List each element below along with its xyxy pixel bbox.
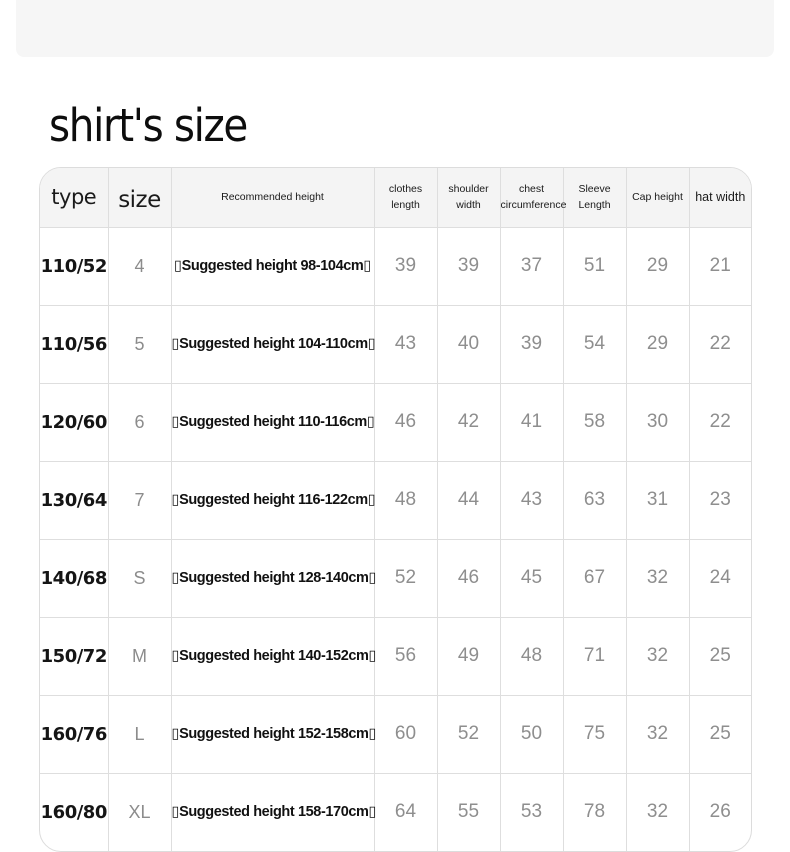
cell-size: 6 xyxy=(108,383,171,461)
cell-sleeve-length: 78 xyxy=(563,773,626,851)
cell-type: 160/76 xyxy=(40,695,108,773)
cell-sleeve-length: 67 xyxy=(563,539,626,617)
cell-cap-height: 31 xyxy=(626,461,689,539)
table-row xyxy=(40,539,751,617)
cell-chest-circumference: 50 xyxy=(500,695,563,773)
cell-cap-height: 30 xyxy=(626,383,689,461)
table-row xyxy=(40,695,751,773)
cell-hat-width: 26 xyxy=(689,773,751,851)
table-row xyxy=(40,305,751,383)
table-row xyxy=(40,383,751,461)
cell-recommended-height: ▯Suggested height 98-104cm▯ xyxy=(171,227,374,305)
cell-shoulder-width: 39 xyxy=(437,227,500,305)
cell-sleeve-length: 75 xyxy=(563,695,626,773)
cell-chest-circumference: 37 xyxy=(500,227,563,305)
cell-shoulder-width: 40 xyxy=(437,305,500,383)
header-sleeve-length xyxy=(563,168,626,227)
table-row xyxy=(40,461,751,539)
cell-shoulder-width: 42 xyxy=(437,383,500,461)
cell-hat-width: 22 xyxy=(689,383,751,461)
cell-shoulder-width: 46 xyxy=(437,539,500,617)
cell-size: M xyxy=(108,617,171,695)
header-size: size xyxy=(108,168,171,227)
cell-recommended-height: ▯Suggested height 158-170cm▯ xyxy=(171,773,374,851)
cell-chest-circumference: 48 xyxy=(500,617,563,695)
cell-sleeve-length: 54 xyxy=(563,305,626,383)
header-clothes-length xyxy=(374,168,437,227)
size-table xyxy=(40,168,751,851)
cell-recommended-height: ▯Suggested height 104-110cm▯ xyxy=(171,305,374,383)
header-type: type xyxy=(40,168,108,227)
cell-clothes-length: 52 xyxy=(374,539,437,617)
table-header-row xyxy=(40,168,751,227)
cell-type: 160/80 xyxy=(40,773,108,851)
cell-cap-height: 32 xyxy=(626,617,689,695)
header-sleeve-line2: Length xyxy=(578,199,611,212)
cell-size: L xyxy=(108,695,171,773)
cell-sleeve-length: 51 xyxy=(563,227,626,305)
header-chest-circumference xyxy=(500,168,567,227)
cell-chest-circumference: 43 xyxy=(500,461,563,539)
cell-shoulder-width: 44 xyxy=(437,461,500,539)
cell-clothes-length: 43 xyxy=(374,305,437,383)
header-sleeve-line1: Sleeve xyxy=(578,183,611,196)
cell-hat-width: 24 xyxy=(689,539,751,617)
cell-chest-circumference: 53 xyxy=(500,773,563,851)
cell-clothes-length: 46 xyxy=(374,383,437,461)
cell-cap-height: 32 xyxy=(626,695,689,773)
top-banner xyxy=(16,0,774,57)
header-hat-width: hat width xyxy=(689,168,751,227)
cell-chest-circumference: 45 xyxy=(500,539,563,617)
cell-sleeve-length: 63 xyxy=(563,461,626,539)
cell-clothes-length: 64 xyxy=(374,773,437,851)
cell-size: 5 xyxy=(108,305,171,383)
cell-hat-width: 22 xyxy=(689,305,751,383)
header-shoulder-width-line1: shoulder xyxy=(448,183,489,196)
cell-cap-height: 32 xyxy=(626,539,689,617)
cell-sleeve-length: 71 xyxy=(563,617,626,695)
size-table-container xyxy=(39,167,752,852)
header-shoulder-width xyxy=(437,168,500,227)
cell-cap-height: 29 xyxy=(626,305,689,383)
cell-size: 7 xyxy=(108,461,171,539)
header-chest-line1: chest xyxy=(518,183,545,196)
cell-type: 130/64 xyxy=(40,461,108,539)
table-row xyxy=(40,227,751,305)
cell-size: S xyxy=(108,539,171,617)
cell-clothes-length: 39 xyxy=(374,227,437,305)
cell-clothes-length: 48 xyxy=(374,461,437,539)
cell-hat-width: 23 xyxy=(689,461,751,539)
cell-size: 4 xyxy=(108,227,171,305)
header-recommended-height: Recommended height xyxy=(171,168,374,227)
cell-type: 150/72 xyxy=(40,617,108,695)
cell-shoulder-width: 55 xyxy=(437,773,500,851)
cell-chest-circumference: 39 xyxy=(500,305,563,383)
cell-clothes-length: 56 xyxy=(374,617,437,695)
header-cap-height: Cap height xyxy=(626,168,689,227)
cell-shoulder-width: 49 xyxy=(437,617,500,695)
header-clothes-length-line1: clothes xyxy=(388,183,423,196)
cell-shoulder-width: 52 xyxy=(437,695,500,773)
cell-sleeve-length: 58 xyxy=(563,383,626,461)
page-title: shirt's size xyxy=(49,99,247,152)
cell-recommended-height: ▯Suggested height 140-152cm▯ xyxy=(171,617,374,695)
cell-chest-circumference: 41 xyxy=(500,383,563,461)
cell-recommended-height: ▯Suggested height 152-158cm▯ xyxy=(171,695,374,773)
cell-hat-width: 25 xyxy=(689,695,751,773)
cell-type: 120/60 xyxy=(40,383,108,461)
cell-type: 140/68 xyxy=(40,539,108,617)
cell-cap-height: 32 xyxy=(626,773,689,851)
cell-recommended-height: ▯Suggested height 110-116cm▯ xyxy=(171,383,374,461)
cell-type: 110/52 xyxy=(40,227,108,305)
cell-size: XL xyxy=(108,773,171,851)
cell-cap-height: 29 xyxy=(626,227,689,305)
cell-hat-width: 25 xyxy=(689,617,751,695)
cell-hat-width: 21 xyxy=(689,227,751,305)
header-chest-line2: circumference xyxy=(500,199,567,212)
cell-type: 110/56 xyxy=(40,305,108,383)
table-row xyxy=(40,617,751,695)
table-row xyxy=(40,773,751,851)
cell-clothes-length: 60 xyxy=(374,695,437,773)
cell-recommended-height: ▯Suggested height 128-140cm▯ xyxy=(171,539,374,617)
cell-recommended-height: ▯Suggested height 116-122cm▯ xyxy=(171,461,374,539)
header-clothes-length-line2: length xyxy=(391,199,420,212)
header-shoulder-width-line2: width xyxy=(456,199,481,212)
